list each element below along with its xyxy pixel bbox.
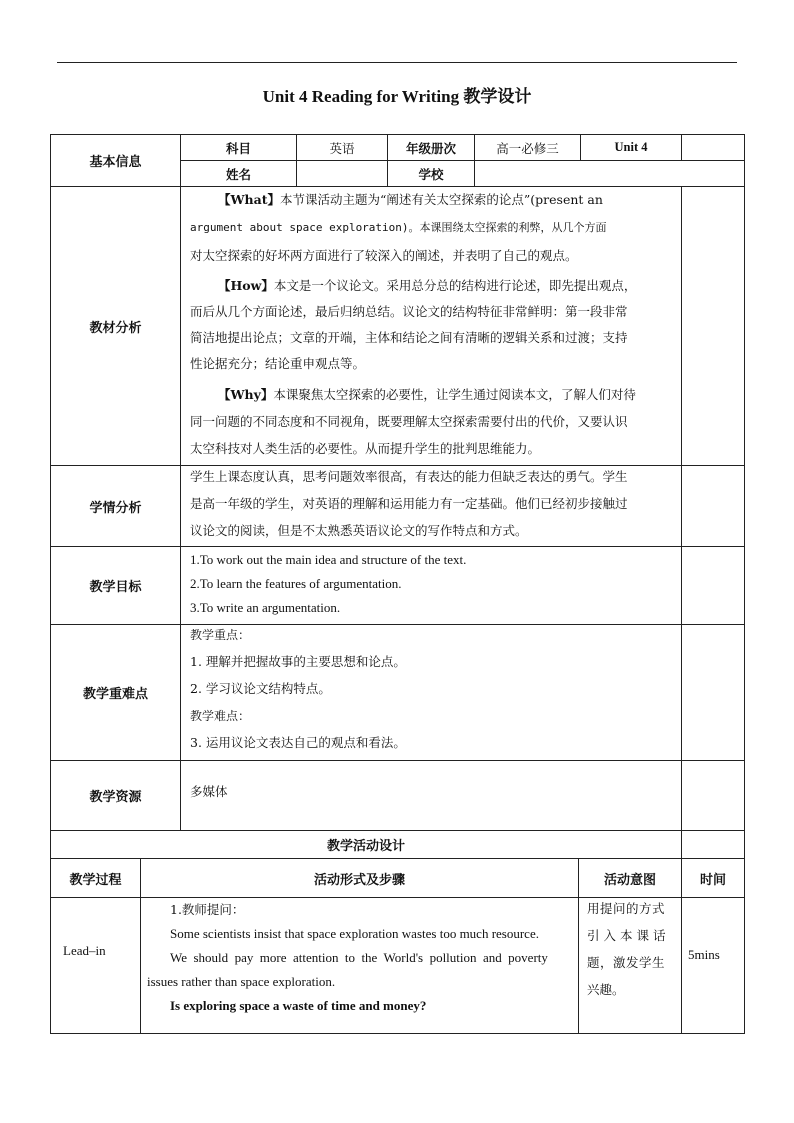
key-point-2: 2. 学习议论文结构特点。 [190,681,331,696]
goal-2: 2.To learn the features of argumentation. [190,576,402,591]
how-line-2: 而后从几个方面论述，最后归纳总结。议论文的结构特征非常鲜明：第一段非常 [190,304,628,319]
goal-3: 3.To write an argumentation. [190,600,341,615]
col-process: 教学过程 [69,872,122,888]
how-line-4: 性论据充分；结论重申观点等。 [190,356,366,371]
leadin-question: Is exploring space a waste of time and money? [170,998,427,1013]
grade-label: 年级册次 [405,140,456,156]
student-line-1: 学生上课态度认真，思考问题效率很高，有表达的能力但缺乏表达的勇气。学生 [190,469,628,484]
key-point-1: 1. 理解并把握故事的主要思想和论点。 [190,654,406,669]
resources-label: 教学资源 [89,790,142,805]
leadin-time: 5mins [688,947,720,962]
leadin-intent-1: 用提问的方式 [587,901,666,916]
leadin-step-3: We should pay more attention to the World's pollution and poverty [170,950,548,965]
leadin-intent-4: 兴趣。 [587,982,625,997]
how-line-1: 本文是一个议论文。采用总分总的结构进行论述，即先提出观点， [273,278,637,293]
why-tag: 【Why】 [218,387,274,402]
leadin-stage: Lead–in [63,943,106,958]
header-rule [57,62,737,63]
how-line-3: 简洁地提出论点；文章的开端，主体和结论之间有清晰的逻辑关系和过渡；支持 [190,330,628,345]
difficulty-label: 教学难点： [190,709,251,723]
focus-label: 教学重点： [190,628,251,642]
key-points-label: 教学重难点 [82,687,148,702]
student-line-3: 议论文的阅读，但是不太熟悉英语议论文的写作特点和方式。 [190,523,528,538]
subject-label: 科目 [225,140,251,156]
key-point-3: 3. 运用议论文表达自己的观点和看法。 [190,735,406,750]
why-line-1: 本课聚焦太空探索的必要性，让学生通过阅读本文，了解人们对待 [273,387,636,402]
leadin-step-1: 1.教师提问： [170,902,245,917]
goal-1: 1.To work out the main idea and structure of the text. [190,552,467,567]
what-line-3: 对太空探索的好坏两方面进行了较深入的阐述，并表明了自己的观点。 [190,248,578,263]
school-label: 学校 [418,166,444,182]
what-line-1: 本节课活动主题为“阐述有关太空探索的论点”(present an [280,192,603,207]
activity-section-title: 教学活动设计 [326,839,405,854]
grade-value: 高一必修三 [496,140,559,156]
student-line-2: 是高一年级的学生，对英语的理解和运用能力有一定基础。他们已经初步接触过 [190,496,628,511]
leadin-step-4: issues rather than space exploration. [147,974,336,989]
material-analysis-label: 教材分析 [89,320,142,336]
leadin-intent-2: 引入本课话 [587,928,670,943]
why-line-2: 同一问题的不同态度和不同视角，既要理解太空探索需要付出的代价，又要认识 [190,414,628,429]
page-title: Unit 4 Reading for Writing 教学设计 [262,87,532,106]
name-label: 姓名 [225,166,251,182]
subject-value: 英语 [329,140,355,156]
teaching-goals-label: 教学目标 [89,580,142,595]
what-tag: 【What】 [218,192,280,207]
basic-info-label: 基本信息 [89,155,142,170]
col-time: 时间 [699,872,726,888]
student-analysis-label: 学情分析 [89,500,142,516]
leadin-intent-3: 题，激发学生 [587,955,666,970]
what-line-2: argument about space exploration)。本课围绕太空探索的利弊，从几个方面 [190,221,607,234]
col-intent: 活动意图 [603,872,656,888]
leadin-step-2: Some scientists insist that space exploration wastes too much resource. [170,926,539,941]
how-tag: 【How】 [218,278,274,293]
unit-value: Unit 4 [614,140,648,154]
resources-value: 多媒体 [190,784,228,799]
why-line-3: 太空科技对人类生活的必要性。从而提升学生的批判思维能力。 [190,441,541,456]
col-steps: 活动形式及步骤 [313,872,405,888]
